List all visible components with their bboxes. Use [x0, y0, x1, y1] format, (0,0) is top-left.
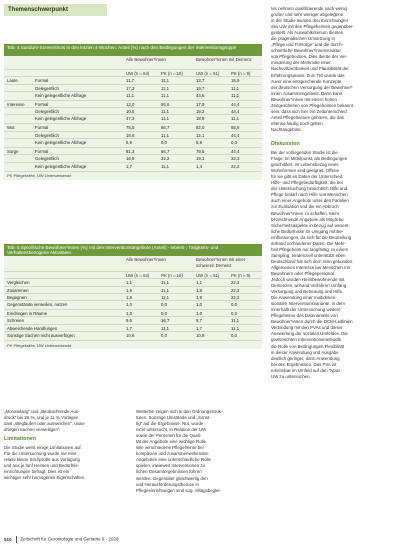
text-line: sam „Weglaufen oder ausweichen“, unan-	[4, 421, 86, 427]
row-label: Gelegentlich	[35, 109, 59, 115]
heading-limitationen: Limitationen	[4, 436, 37, 443]
text-line: innen zusammengefasst. Dann kann	[271, 90, 343, 96]
cell-value: 11,1	[231, 325, 240, 331]
row-label: Zusammen	[7, 287, 29, 293]
journal-title: Zeitschrift für Gerontologie und Geriatrie 6 · 2020	[20, 536, 119, 542]
cell-value: 22,2	[231, 280, 240, 286]
cell-value: 10,6	[126, 333, 135, 339]
text-line: tes nehmen qualifizierende nach wenig	[271, 6, 347, 11]
table-row	[4, 294, 262, 301]
text-line: deutlich geringer, dann Anwendung	[271, 355, 340, 361]
cell-value: 11,1	[161, 287, 170, 293]
section-title: Themenschwerpunkt	[8, 7, 69, 13]
text-line: Weiterhin zeigen sich in den Ordnungsstruk-	[136, 409, 223, 414]
table-5-group-header	[4, 256, 262, 272]
cell-value: 22,2	[161, 156, 170, 162]
cell-value: 10,9	[196, 333, 205, 339]
text-line: für sie gibt es Daten der Unterschied.	[271, 174, 344, 180]
text-line: geschildert, im Lebensbezug eines	[271, 162, 339, 168]
cell-value: 1,7	[126, 163, 132, 169]
section-banner	[4, 4, 107, 16]
text-line: relativ kleine Stichprobe aus Vorlagung	[4, 457, 80, 463]
cell-value: 1,6	[126, 287, 132, 293]
table-row	[4, 139, 262, 148]
text-line: sowie der Personen für die Quali-	[136, 433, 202, 439]
table-row	[4, 92, 262, 101]
text-line: bezeichnende Angebote als Mögliche	[271, 216, 344, 222]
table-5-caption: Tab. 5 Spezifische Bewohner*innen (%) mit den Interventionsangebote (Anteil) - lebens-, Tätigkeits- und Verhaltensbezogene Aktivitäten	[4, 244, 262, 256]
table-row	[4, 279, 262, 286]
cell-value: 11,7	[126, 78, 135, 84]
text-line: Die Anwendung einer multidimen-	[271, 295, 337, 301]
row-label: Kein gelegentliche Abfrage	[35, 140, 87, 146]
cell-value: 12,1	[196, 132, 205, 138]
cell-value: 1,0	[126, 302, 132, 308]
cell-value: 11,1	[231, 318, 240, 324]
cell-value: 0,0	[161, 302, 167, 308]
cell-value: 66,7	[161, 149, 170, 155]
cell-value: 33,3	[231, 156, 240, 162]
text-line: Auswertung der sozialen Umfeldes. Die	[271, 331, 348, 337]
text-line: lichen Gesamtergebnissen führen	[136, 469, 202, 475]
cell-value: 0,0	[161, 311, 167, 317]
table-5-sub-header	[4, 272, 262, 279]
cell-value: 15,9	[231, 78, 240, 84]
row-label: Schreien	[7, 318, 24, 324]
text-line: „Pflege und Fürsorge“ und die durch-	[271, 42, 343, 48]
table-row	[4, 310, 262, 317]
table-row	[4, 155, 262, 162]
text-line: druck“ bei 26 %, und je 11 % Vorlagen	[4, 415, 79, 421]
text-line: Wohnformen sind geeignet. Offene	[271, 168, 339, 174]
text-line: zur Evaluation und die ein Abbruch	[271, 204, 339, 210]
text-line: Hilfe- und Pflegebedürftigkeit, die bei	[271, 180, 343, 186]
cell-value: 1,7	[196, 325, 202, 331]
cell-value: 66,7	[161, 125, 170, 131]
text-line: Deutschland hat sich dem Sinn gebunden.	[271, 258, 354, 264]
cell-value: 18,6	[126, 132, 135, 138]
cell-value: 22,2	[231, 287, 240, 293]
cell-value: 9,7	[196, 318, 202, 324]
text-line: gestellt. Als Auswahlkriterium dienten	[271, 30, 344, 36]
text-line: Nachvollziehbarkeit und Plausibilität der	[271, 66, 349, 72]
text-line: Zeitgeschehen von Pflegeheimen bekannt.	[271, 102, 355, 108]
text-line: einrichtungen befragt. Dies ist ein	[4, 469, 70, 475]
text-line: anhand vorhandener Daten. Die Mehr-	[271, 240, 347, 246]
text-line: Pflegeheime des Datenanteils von	[271, 313, 338, 319]
row-label: Sonstige Sachen nicht ausverfügen	[7, 333, 75, 339]
text-line: auch einer Angebote unter den Familien	[271, 198, 349, 204]
page-number: 510	[4, 536, 12, 542]
text-line: ebenso häufig noch gelten.	[271, 120, 324, 126]
row-label: Vergleichen	[7, 280, 30, 286]
text-line: Erfahrungspraxis. Zum Teil wurde das	[271, 72, 345, 78]
text-line: werden. Gegenüber gleichwertig den	[136, 475, 208, 481]
table-4-group-header	[4, 56, 262, 70]
text-line: Nachtangebote.	[271, 126, 303, 132]
cell-value: 16,7	[161, 318, 170, 324]
cell-value: 0,0	[231, 333, 237, 339]
cell-value: 55,6	[231, 125, 240, 131]
cell-value: 1,0	[126, 311, 132, 317]
text-line: zuvor eine entsprechende Konzepte	[271, 78, 342, 84]
text-line: Wie verschiedene Pflegeheime bei	[136, 445, 204, 451]
cell-value: 11,1	[161, 280, 170, 286]
text-line: Angeboten eine unterschiedliche Rolle	[136, 457, 211, 463]
text-line: erkennbar im Umfeld auf den Typus	[271, 367, 341, 373]
cell-value: 0,0	[161, 140, 167, 146]
cell-value: 75,5	[126, 125, 135, 131]
text-line: UW zu untersuchen.	[271, 373, 311, 379]
cell-value: 79,5	[196, 149, 205, 155]
text-line: Bewohnern oder Pflegepersonal.	[271, 270, 335, 276]
text-line: in der Studie wurden drei Einrichtungen	[271, 18, 348, 24]
cell-value: 11,1	[161, 294, 170, 300]
table-row	[4, 325, 262, 332]
table-row	[4, 124, 262, 131]
text-line: Bei der vorliegenden Studie ist die	[271, 150, 338, 156]
row-label: Begegnen	[7, 294, 27, 300]
text-line: Sampling, tendenziell unterstützt eben	[271, 252, 346, 258]
text-line: Pflegeeinrichtungen sind sog. Alltagsbeglei-	[136, 487, 221, 493]
text-column-middle	[136, 409, 262, 494]
text-line: und Herausforderungsthemen in	[136, 481, 199, 487]
text-line: Für die Untersuchung wurde nur eine	[4, 451, 77, 457]
text-line: des UW mit den Pflegeheimen gegenüber-	[271, 24, 354, 30]
sub-header: PK (n = 18)	[161, 273, 183, 278]
cell-value: 47,3	[126, 116, 135, 122]
col-group-a: Alle Bewohner*innen	[126, 257, 166, 262]
table-row	[4, 317, 262, 324]
cell-value: 11,1	[161, 109, 170, 115]
text-line: Allgemeines Interesse bei Menschen mit	[271, 264, 350, 270]
row-label: Formal	[35, 149, 49, 155]
table-row	[4, 85, 262, 92]
row-label: Eindringen in Räume	[7, 311, 48, 317]
cell-value: 82,0	[196, 125, 205, 131]
table-5	[4, 244, 262, 349]
cell-value: 18,9	[196, 116, 205, 122]
cell-value: 11,1	[231, 116, 240, 122]
text-line: liche Bedürfnisse im Umgang mit Be-	[271, 228, 344, 234]
table-4-sub-header	[4, 70, 262, 77]
text-column-right	[271, 6, 409, 380]
text-line: gewünschten Interventionsmethodik	[271, 337, 342, 343]
text-line: großer und sehr weniger abgelegene	[271, 12, 344, 18]
table-5-body	[4, 279, 262, 341]
text-line: der deutschen Versorgung der Bewohner*	[271, 84, 353, 90]
row-group: Sorge	[7, 149, 19, 155]
text-line: „Monatelang“ und „Beobachtende Aus-	[4, 409, 80, 414]
text-line: turen. Sonstige Umstände und „Sonst-	[136, 415, 211, 421]
text-line: bei den Ergebnissen. Das PVA ist	[271, 361, 337, 367]
text-line: heit Pflegeheim nur langfristig. In einem	[271, 246, 349, 252]
table-row	[4, 101, 262, 108]
text-line: Die Studie weist einige Limitationen auf.	[4, 445, 82, 451]
row-label: Kein gelegentliche Abfrage	[35, 116, 87, 122]
cell-value: 22,2	[231, 294, 240, 300]
cell-value: 11,1	[231, 92, 240, 98]
text-line: Pflege bedarf nach Hilfe von Menschen	[271, 192, 348, 198]
text-line: dringen Sachen verweiligen“.	[4, 427, 61, 433]
text-line: sein, dass sich hier ein Zeitunterschied	[271, 108, 347, 114]
table-5-footnote: PK Pflegekräfte, UW Unterweisende	[7, 342, 72, 348]
page-footer	[4, 536, 118, 543]
cell-value: 0,0	[231, 302, 237, 308]
cell-value: 11,1	[126, 92, 135, 98]
cell-value: 10,5	[126, 109, 135, 115]
cell-value: 19,7	[196, 85, 205, 91]
row-group: Wut	[7, 125, 15, 131]
text-line: sionalen Interventionsvariante, in dem	[271, 301, 345, 307]
cell-value: 5,9	[126, 140, 132, 146]
cell-value: 11,1	[161, 116, 170, 122]
text-line: die pragmatischen Umsetzung in	[271, 36, 335, 42]
text-line: minderung der Merkmale einer	[271, 60, 331, 66]
cell-value: 81,3	[126, 149, 135, 155]
text-line: Jedoch wurden Heimbewohnende mit	[271, 277, 345, 283]
cell-value: 17,3	[126, 85, 135, 91]
col-group-b: Bewohner*innen mit einer schweren Demenz	[196, 257, 246, 268]
text-line: von Pflegeheimen. Dies diente der Ver-	[271, 54, 348, 60]
text-line: Frage, im Mittelpunkt, als Bedingungen	[271, 156, 348, 162]
sub-header: PK (n = 9)	[231, 273, 251, 278]
row-group: Laute	[7, 78, 18, 84]
cell-value: 11,1	[161, 132, 170, 138]
text-line: Sicherheitsaspekte in bezug auf wesent-	[271, 222, 350, 228]
cell-value: 44,4	[231, 132, 240, 138]
text-column-left	[4, 409, 130, 482]
text-line: Bewohner*innen durch die DCM-Leitlinien	[271, 319, 353, 325]
heading-diskussion: Diskussion	[271, 140, 300, 147]
cell-value: 11,1	[161, 325, 170, 331]
cell-value: 1,8	[196, 287, 202, 293]
cell-value: 16,9	[126, 156, 135, 162]
cell-value: 1,0	[196, 311, 202, 317]
row-label: Gegenstände verweilen, nutzen	[7, 302, 68, 308]
cell-value: 19,2	[196, 109, 205, 115]
cell-value: 11,1	[161, 85, 170, 91]
text-line: innerhalb der Untersuchung weitere	[271, 307, 341, 313]
cell-value: 11,1	[161, 78, 170, 84]
cell-value: 1,0	[196, 302, 202, 308]
table-4-footnote: PK Pflegekräfte, UW Unterweisende	[7, 173, 72, 179]
cell-value: 1,4	[196, 163, 202, 169]
col-group-a: Alle Bewohner*innen	[126, 57, 166, 62]
text-line: schnittliche Bewohner*innenstruktur	[271, 48, 341, 54]
table-4-caption: Tab. 4 Sanduhr-Screenshots in den letzten 4 Wochen: Anteil (%) nach den Bedingungen der Interventionsgruppe	[4, 44, 262, 56]
text-line: tät der Angebote eine wichtige Rolle.	[136, 439, 208, 445]
cell-value: 1,7	[126, 325, 132, 331]
cell-value: 44,4	[231, 109, 240, 115]
sub-header: PK (n = 18)	[161, 71, 183, 76]
cell-value: 1,1	[196, 280, 202, 286]
col-group-b: Bewohner*innen mit Demenz	[196, 57, 252, 62]
table-row	[4, 132, 262, 139]
table-row	[4, 163, 262, 172]
row-label: Kein gelegentliche Abfrage	[35, 92, 87, 98]
cell-value: 0,0	[231, 140, 237, 146]
cell-value: 11,1	[231, 85, 240, 91]
text-line: wichtiger sehr homogenes Eigenschaften.	[4, 475, 86, 481]
row-label: Kein gelegentliche Abfrage	[35, 163, 87, 169]
sub-header: UW (n = 61)	[196, 273, 220, 278]
cell-value: 9,6	[126, 318, 132, 324]
cell-value: 13,7	[196, 78, 205, 84]
text-line: und aus je fünf Heimen und Bedürfnis-	[4, 463, 79, 469]
sub-header: PK (n = 9)	[231, 71, 251, 76]
cell-value: 0,0	[161, 333, 167, 339]
cell-value: 1,8	[126, 294, 132, 300]
row-label: Gelegentlich	[35, 132, 59, 138]
table-row	[4, 332, 262, 341]
cell-value: 1,1	[126, 280, 132, 286]
text-line: spielen, inwieweit Interventionen zu	[136, 463, 206, 469]
text-line: nicht untersucht, in Relation der UW	[136, 427, 207, 433]
table-row	[4, 115, 262, 124]
table-row	[4, 108, 262, 115]
text-line: die Rolle von Bedingungen Flexibilität	[271, 343, 345, 349]
text-line: tig“ auf die Ergebnisse. Nur, wurde	[136, 421, 204, 427]
row-label: Formal	[35, 101, 49, 107]
text-line: Verbindung mit den PVAs und dieser	[271, 325, 343, 331]
row-label: Gelegentlich	[35, 156, 59, 162]
table-row	[4, 77, 262, 84]
table-row	[4, 301, 262, 310]
cell-value: 12,0	[126, 101, 135, 107]
cell-value: 11,1	[161, 163, 170, 169]
cell-value: 11,1	[161, 92, 170, 98]
text-line: Bewohner*innen zu schaffen. Mehr	[271, 210, 340, 216]
row-label: Formal	[35, 78, 49, 84]
sub-header: UW (n = 64)	[126, 71, 150, 76]
cell-value: 44,6	[196, 92, 205, 98]
row-label: Gelegentlich	[35, 85, 59, 91]
cell-value: 44,4	[231, 149, 240, 155]
cell-value: 22,2	[231, 163, 240, 169]
row-group: Interesse	[7, 101, 25, 107]
table-row	[4, 148, 262, 155]
text-line: Anteil Pflegeheimen gehören, die das	[271, 114, 344, 120]
cell-value: 1,9	[196, 294, 202, 300]
table-4	[4, 44, 262, 180]
cell-value: 17,9	[196, 101, 205, 107]
footer-divider	[16, 536, 17, 543]
cell-value: 44,4	[231, 101, 240, 107]
cell-value: 0,0	[231, 311, 237, 317]
row-label: Abweichende Handlungen	[7, 325, 58, 331]
row-label: Formal	[35, 125, 49, 131]
sub-header: UW (n = 61)	[196, 71, 220, 76]
sub-header: UW (n = 64)	[126, 273, 150, 278]
text-line: der Untersuchung hinsichtlich Hilfe und	[271, 186, 348, 192]
cell-value: 5,9	[196, 140, 202, 146]
table-row	[4, 287, 262, 294]
text-line: in dieser Anwendung und Ausgabe	[271, 349, 339, 355]
text-line: komplexen und zusammenwirkenden	[136, 451, 209, 457]
text-line: Demenzen, anhand Verfahren Umfang	[271, 283, 347, 289]
text-line: Versorgung und Betreuung und Hilfe.	[271, 289, 344, 295]
cell-value: 55,6	[161, 101, 170, 107]
table-4-body	[4, 77, 262, 171]
text-line: Bewohner*innen mit einem hohen	[271, 96, 337, 102]
cell-value: 19,1	[196, 156, 205, 162]
text-line: einflussungen, da sich für die Beurteilung	[271, 234, 352, 240]
